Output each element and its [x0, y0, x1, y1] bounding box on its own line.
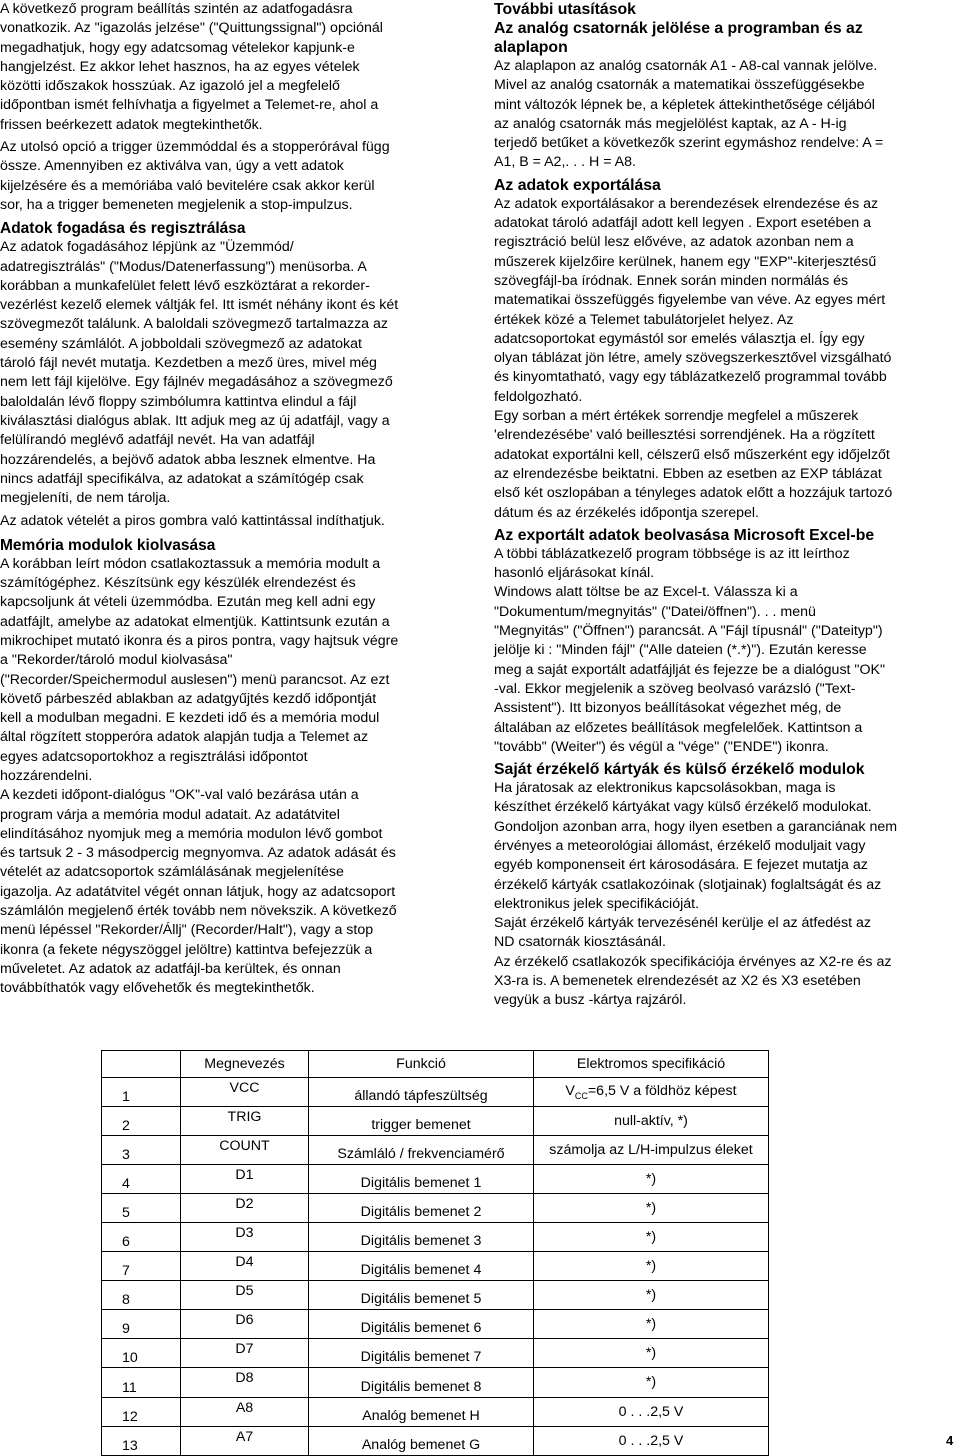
analog-paragraph: Az alaplapon az analóg csatornák A1 - A8-cal vannak jelölve. Mivel az analóg csatornák a matematikai összefüggésekbe mint változók lépnek be, a képletek áttekinthetősége céljából az analóg csatornák más megjelölést kaptak, az A - H-ig terjedő betűket a következők szerint egymáshoz rendelve: A = A1, B = A2,. . . H = A8.	[494, 58, 884, 171]
receive-paragraph: Az adatok fogadásához lépjünk az "Üzemmód/ adatregisztrálás" ("Modus/Datenerfassung") menüsorba. A korábban a munkafelület felett lévő eszköztárat a rekorder- vezérlést kezelő elemek váltják fel. Itt ismét néhány ikont és két szövegmezőt találunk. A baloldali szövegmező tartalmazza az esemény számlálót. A jobboldali szövegmező az adatokat tároló fájl nevét mutatja. Kezdetben a mező üres, mivel még nem lett fájl kijelölve. Egy fájlnév megadásához a szövegmező baloldalán lévő floppy szimbólumra kattintva elindul a fájl kiválasztási dialógus ablak. Itt adjuk meg az új adatfájl, vagy a felülírandó meglévő adatfájl nevét. Ha van adatfájl hozzárendelés, a bejövő adatok abba lesznek elmentve. Ha nincs adatfájl specifikálva, az adatokat a számítógép csak megjeleníti, de nem tárolja.	[0, 239, 399, 507]
table-row	[102, 1077, 769, 1106]
signal-name-cell: D2	[181, 1193, 309, 1222]
memory-paragraph: A korábban leírt módon csatlakoztassuk a memória modult a számítógéphez. Készítsünk egy készülék elrendezést és kapcsoljunk át vételi üzemmódba. Ezután meg kell adni egy adatfájlt, amelybe az adatokat elmentjük. Kattintsunk ezután a mikrochipet mutató ikonra és a piros pontra, vagy hajtsuk végre a "Rekorder/tároló modul kiolvasása" ("Recorder/Speichermodul auslesen") menü parancsot. Az ezt követő párbeszéd ablakban az adatgyűjtés kezdő időpontját kell a modulban megadni. E kezdeti idő és a memória modul által rögzített stopperóra adatok alapján tudja a Telemet az egyes adatcsoportokhoz a regisztrálási időpontot hozzárendelni. A kezdeti időpont-dialógus "OK"-val való bezárása után a program várja a memória modul adatait. Az adatátvitel elindításához nyomjuk meg a memória modulon lévő gombot és tartsuk 2 - 3 másodpercig megnyomva. Az adatok adását és vételét az adatcsoportok számlálásának megjelenítése igazolja. Az adatátvitel végét onnan látjuk, hogy az adatcsoport számlálón megjelenő érték tovább nem növekszik. A következő menü lépéssel "Rekorder/Állj" (Recorder/Halt"), vagy a stop ikonra (a fekete négyszöggel jelöltre) kattintva befejezzük a műveletet. Az adatok az adatfájl-ba kerültek, és onnan továbbíthatók vagy elővehetők és megtekinthetők.	[0, 555, 399, 997]
signal-function-cell: Digitális bemenet 2	[309, 1193, 534, 1222]
signal-spec-cell: *)	[534, 1281, 769, 1310]
signal-spec-cell: *)	[534, 1310, 769, 1339]
row-number-cell: 5	[102, 1193, 181, 1222]
row-number-cell: 11	[102, 1368, 181, 1397]
row-number-cell: 7	[102, 1252, 181, 1281]
row-number-cell: 4	[102, 1164, 181, 1193]
signal-function-cell: állandó tápfeszültség	[309, 1077, 534, 1106]
right-column	[494, 0, 956, 1011]
intro-paragraph: A következő program beállítás szintén az adatfogadásra vonatkozik. Az "igazolás jelzése" ("Quittungssignal") opciónál megadhatjuk, hogy egy adatcsomag vételekor kapjunk-e hangjelzést. Ez akkor lehet hasznos, ha az egyes vételek közötti időszakok hosszúak. Az igazoló jel a megfelelő időpontban ismét felhívhatja a figyelmet a Telemet-re, ahol a frissen beérkezett adatok megtekinthetők.	[0, 1, 383, 133]
signal-spec-cell: *)	[534, 1368, 769, 1397]
signal-spec-cell: 0 . . .2,5 V	[534, 1426, 769, 1455]
signal-function-cell: Digitális bemenet 7	[309, 1339, 534, 1368]
signal-function-cell: Digitális bemenet 4	[309, 1252, 534, 1281]
signal-spec-cell: null-aktív, *)	[534, 1106, 769, 1135]
signal-spec-cell: *)	[534, 1193, 769, 1222]
signal-spec-cell	[534, 1077, 769, 1106]
table-row	[102, 1310, 769, 1339]
table-row	[102, 1193, 769, 1222]
receive-start-paragraph: Az adatok vételét a piros gombra való kattintással indíthatjuk.	[0, 513, 385, 530]
row-number-cell: 6	[102, 1222, 181, 1251]
table-row	[102, 1135, 769, 1164]
signal-function-cell: trigger bemenet	[309, 1106, 534, 1135]
signal-name-cell: VCC	[181, 1077, 309, 1106]
signal-name-cell: A7	[181, 1426, 309, 1455]
row-number-cell: 13	[102, 1426, 181, 1455]
trigger-option-paragraph: Az utolsó opció a trigger üzemmóddal és a stopperórával függ össze. Amennyiben ez aktiválva van, úgy a vett adatok kijelzésére és a memóriába való bevitelére csak akkor kerül sor, ha a trigger bemeneten megjelenik a stop-impulzus.	[0, 139, 390, 213]
signal-name-cell: D5	[181, 1281, 309, 1310]
table-header-row	[102, 1051, 769, 1078]
excel-paragraph: A többi táblázatkezelő program többsége is az itt leírthoz hasonló eljárásokat kínál. Windows alatt töltse be az Excel-t. Válassza ki a "Dokumentum/megnyitás" ("Datei/öffnen"). . . menü "Megnyitás" ("Öffnen") parancsát. A "Fájl típusnál" ("Dateityp") jelölje ki : "Minden fájl" ("Alle dateien (*.*)"). Ezután keresse meg a saját exportált adatfájlját és fejezze be a dialógust "OK" -val. Ekkor megjelenik a szöveg beolvasó varázsló ("Text- Assistent"). Itt bizonyos beállításokat végezhet még, de általában az előzetes beállítások megfelelőek. Kattintson a "tovább" (Weiter") és végül a "vége" ("ENDE") ikonra.	[494, 545, 885, 755]
heading-export: Az adatok exportálása	[494, 176, 661, 194]
row-number-cell: 10	[102, 1339, 181, 1368]
page-number: 4	[946, 1433, 954, 1448]
header-cell-spec: Elektromos specifikáció	[534, 1051, 769, 1078]
row-number-cell: 9	[102, 1310, 181, 1339]
signal-name-cell: D4	[181, 1252, 309, 1281]
header-cell-number	[102, 1051, 181, 1078]
row-number-cell: 8	[102, 1281, 181, 1310]
signal-table	[101, 1050, 769, 1456]
heading-analog-channels: Az analóg csatornák jelölése a programban és az alaplapon	[494, 20, 863, 56]
heading-sensor-cards: Saját érzékelő kártyák és külső érzékelő modulok	[494, 761, 865, 779]
spec-subscript: CC	[574, 1090, 588, 1101]
signal-spec-cell: *)	[534, 1222, 769, 1251]
signal-spec-cell: *)	[534, 1339, 769, 1368]
table-row	[102, 1368, 769, 1397]
heading-more-instructions: További utasítások	[494, 1, 636, 18]
signal-function-cell: Analóg bemenet G	[309, 1426, 534, 1455]
heading-receive: Adatok fogadása és regisztrálása	[0, 220, 246, 238]
signal-spec-cell: számolja az L/H-impulzus éleket	[534, 1135, 769, 1164]
table-row	[102, 1252, 769, 1281]
signal-name-cell: D8	[181, 1368, 309, 1397]
signal-function-cell: Digitális bemenet 6	[309, 1310, 534, 1339]
signal-name-cell: COUNT	[181, 1135, 309, 1164]
signal-function-cell: Számláló / frekvenciamérő	[309, 1135, 534, 1164]
table-row	[102, 1397, 769, 1426]
signal-function-cell: Digitális bemenet 8	[309, 1368, 534, 1397]
row-number-cell: 2	[102, 1106, 181, 1135]
signal-name-cell: A8	[181, 1397, 309, 1426]
signal-function-cell: Digitális bemenet 1	[309, 1164, 534, 1193]
signal-function-cell: Digitális bemenet 3	[309, 1222, 534, 1251]
table-row	[102, 1222, 769, 1251]
signal-name-cell: D7	[181, 1339, 309, 1368]
signal-spec-cell: 0 . . .2,5 V	[534, 1397, 769, 1426]
heading-memory: Memória modulok kiolvasása	[0, 536, 216, 554]
table-row	[102, 1106, 769, 1135]
signal-name-cell: D3	[181, 1222, 309, 1251]
row-number-cell: 12	[102, 1397, 181, 1426]
spec-symbol: V	[565, 1082, 575, 1099]
table-row	[102, 1164, 769, 1193]
signal-name-cell: D1	[181, 1164, 309, 1193]
row-number-cell: 3	[102, 1135, 181, 1164]
signal-name-cell: TRIG	[181, 1106, 309, 1135]
export-paragraph: Az adatok exportálásakor a berendezések elrendezése és az adatokat tároló adatfájl adott kell legyen . Export esetében a regisztráció belül lesz elővéve, az adatok azonban nem a műszerek kijelzőire kerülnek, hanem egy "EXP"-kiterjesztésű szövegfájl-ba íródnak. Ennek során minden normálás és matematikai összefüggés figyelembe van véve. Az egyes mért értékek közé a Telemet tabulátorjelet helyez. Az adatcsoportokat egymástól sor emelés választja el. Így egy olyan táblázat jön létre, amely szövegszerkesztővel vizsgálható és kinyomtatható, vagy egy táblázatkezelő programmal tovább feldolgozható. Egy sorban a mért értékek sorrendje megfelel a műszerek 'elrendezésébe' való beillesztési sorrendjének. Ha a rögzített adatokat exportálni kell, célszerű első műszerként egy időjelzőt az elrendezésbe beiktatni. Ebben az esetben az EXP táblázat első két oszlopában a tényleges adatok előtt a hozzájuk tartozó dátum és az érzékelés időpontja szerepel.	[494, 195, 893, 521]
signal-name-cell: D6	[181, 1310, 309, 1339]
header-cell-name: Megnevezés	[181, 1051, 309, 1078]
heading-excel-import: Az exportált adatok beolvasása Microsoft Excel-be	[494, 526, 875, 544]
signal-table-body	[102, 1051, 769, 1456]
signal-function-cell: Digitális bemenet 5	[309, 1281, 534, 1310]
spec-value: =6,5 V a földhöz képest	[587, 1082, 737, 1099]
left-column	[0, 0, 470, 999]
table-row	[102, 1339, 769, 1368]
table-row	[102, 1281, 769, 1310]
signal-spec-cell: *)	[534, 1164, 769, 1193]
signal-spec-cell: *)	[534, 1252, 769, 1281]
row-number-cell: 1	[102, 1077, 181, 1106]
header-cell-function: Funkció	[309, 1051, 534, 1078]
sensor-paragraph: Ha járatosak az elektronikus kapcsolásokban, maga is készíthet érzékelő kártyákat vagy külső érzékelő modulokat. Gondoljon azonban arra, hogy ilyen esetben a garanciának nem érvényes a meteorológiai állomást, érzékelő moduljait vagy egyéb komponenseit ért károsodására. E fejezet mutatja az érzékelő kártyák csatlakozóinak (slotjainak) foglaltságát és az elektronikus jelek specifikációját. Saját érzékelő kártyák tervezésénél kerülje el az átfedést az ND csatornák kiosztásánál. Az érzékelő csatlakozók specifikációja érvényes az X2-re és az X3-ra is. A bemenetek elrendezését az X2 és X3 esetében vegyük a busz -kártya rajzáról.	[494, 780, 898, 1009]
signal-function-cell: Analóg bemenet H	[309, 1397, 534, 1426]
